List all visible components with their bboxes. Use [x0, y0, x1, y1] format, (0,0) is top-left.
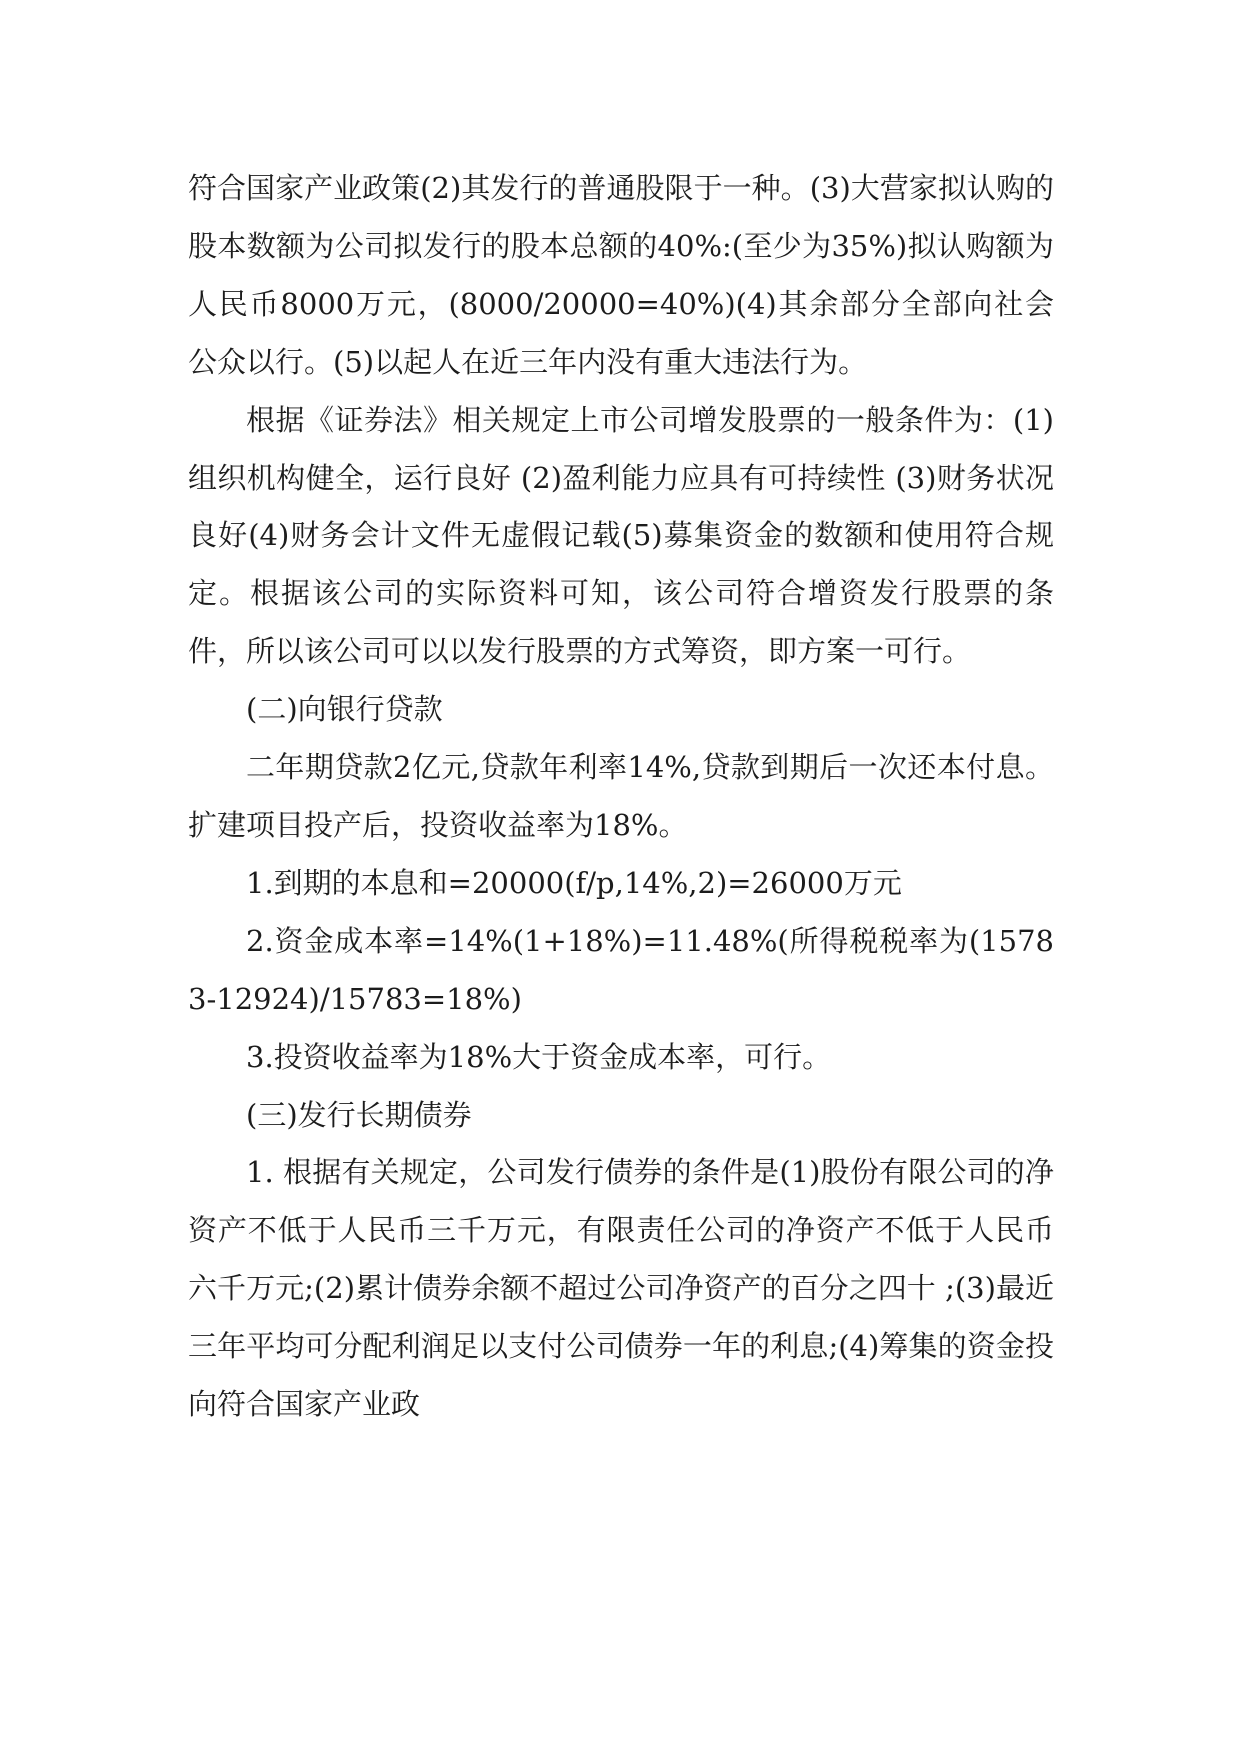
document-page — [188, 160, 1054, 1434]
paragraph-share-issue-conditions: 符合国家产业政策(2)其发行的普通股限于一种。(3)大营家拟认购的股本数额为公司拟发行的股本总额的40%:(至少为35%)拟认购额为人民币8000万元，(8000/20000=40%)(4)其余部分全部向社会公众以行。(5)以起人在近三年内没有重大违法行为。 — [188, 171, 1054, 379]
section-heading-bank-loan: (二)向银行贷款 — [246, 692, 443, 727]
paragraph-securities-law-conditions: 根据《证券法》相关规定上市公司增发股票的一般条件为：(1)组织机构健全，运行良好 (2)盈利能力应具有可持续性 (3)财务状况良好(4)财务会计文件无虚假记载(5)募集资金的数额和使用符合规定。根据该公司的实际资料可知，该公司符合增资发行股票的条件，所以该公司可以以发行股票的方式筹资，即方案一可行。 — [188, 402, 1054, 669]
paragraph-bond-issue-conditions: 1. 根据有关规定，公司发行债券的条件是(1)股份有限公司的净资产不低于人民币三千万元，有限责任公司的净资产不低于人民币六千万元;(2)累计债券余额不超过公司净资产的百分之四十 ;(3)最近三年平均可分配利润足以支付公司债券一年的利息;(4)筹集的资金投向符合国家产业政 — [188, 1155, 1054, 1422]
list-item-capital-cost-rate: 2.资金成本率=14%(1+18%)=11.48%(所得税税率为(15783-12924)/15783=18%) — [188, 923, 1054, 1016]
section-heading-long-term-bonds: (三)发行长期债券 — [246, 1097, 472, 1132]
paragraph-loan-terms: 二年期贷款2亿元,贷款年利率14%,贷款到期后一次还本付息。扩建项目投产后，投资收益率为18%。 — [188, 750, 1054, 842]
list-item-principal-interest: 1.到期的本息和=20000(f/p,14%,2)=26000万元 — [246, 865, 902, 900]
list-item-return-comparison: 3.投资收益率为18%大于资金成本率，可行。 — [246, 1039, 832, 1074]
